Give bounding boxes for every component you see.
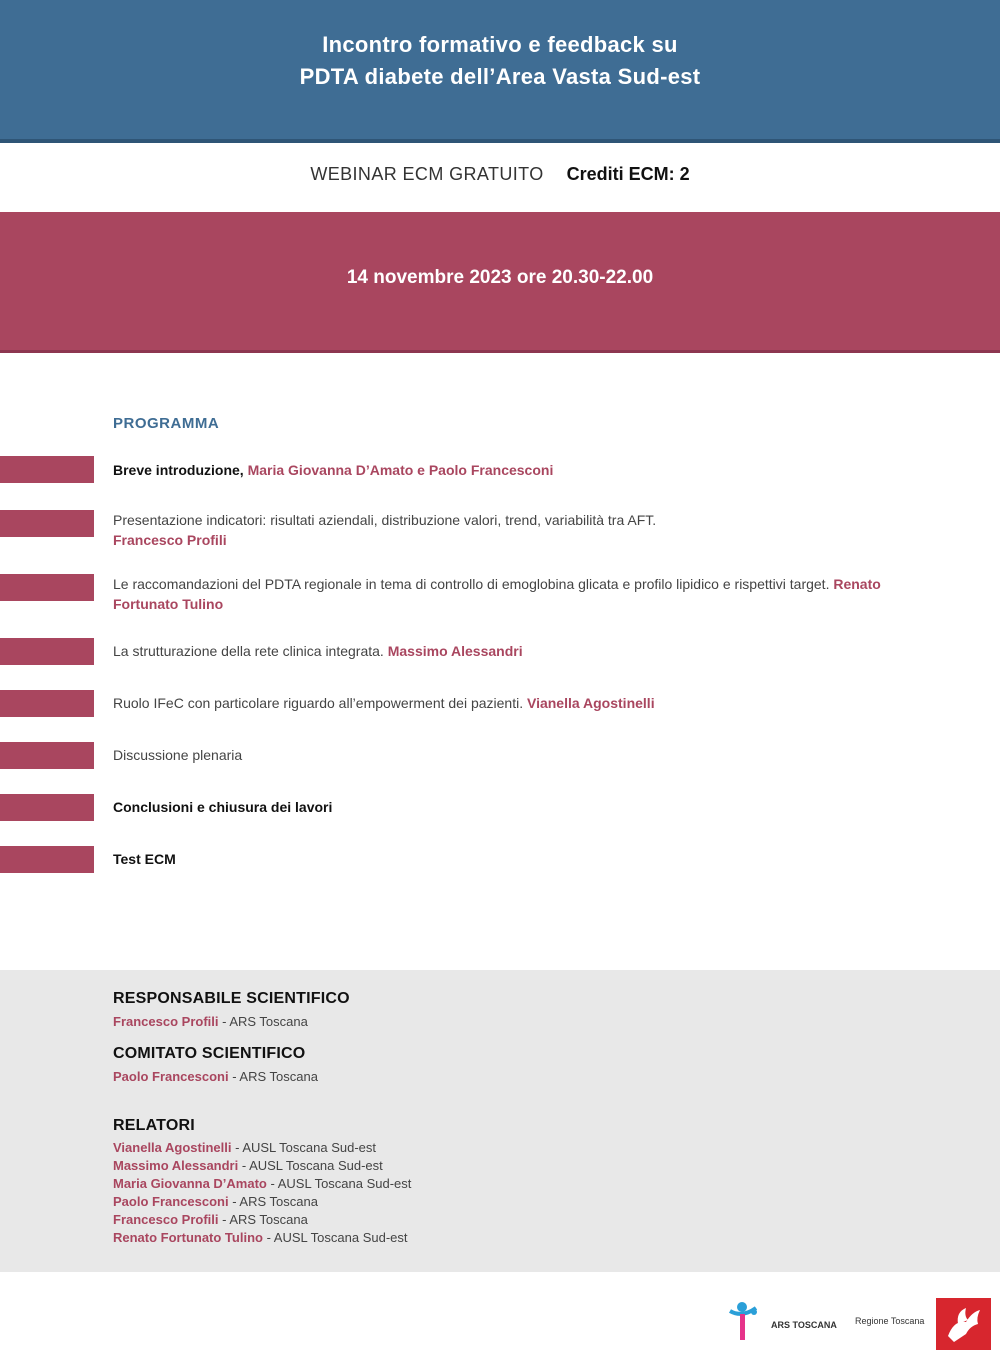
person-name: Paolo Francesconi [113, 1194, 229, 1209]
item-marker [0, 690, 94, 717]
comitato-person [113, 1068, 318, 1086]
item-marker [0, 510, 94, 537]
responsabile-person [113, 1013, 308, 1031]
regione-logo-text: Regione Toscana [855, 1316, 925, 1326]
programma-title: PROGRAMMA [113, 415, 220, 432]
person-name: Vianella Agostinelli [113, 1140, 232, 1155]
relatore [113, 1175, 411, 1193]
event-date: 14 novembre 2023 ore 20.30-22.00 [346, 267, 654, 288]
item-marker [0, 742, 94, 769]
item-text: Presentazione indicatori: risultati aziendali, distribuzione valori, trend, variabilità tra AFT. [113, 512, 657, 528]
person-org: - ARS Toscana [218, 1212, 308, 1227]
item-text: Test ECM [113, 851, 176, 867]
person-name: Massimo Alessandri [113, 1158, 239, 1173]
regione-toscana-pegasus-icon [936, 1298, 991, 1350]
item-text: Discussione plenaria [113, 747, 243, 763]
person-name: Renato Fortunato Tulino [113, 1230, 263, 1245]
relatore [113, 1229, 408, 1247]
webinar-info [0, 164, 1000, 185]
event-title-line2: PDTA diabete dell’Area Vasta Sud-est [299, 64, 701, 89]
item-speaker: Renato Fortunato Tulino [113, 576, 881, 612]
date-band [0, 212, 1000, 353]
person-org: - AUSL Toscana Sud-est [266, 1176, 412, 1191]
item-marker [0, 456, 94, 483]
item-speaker: Massimo Alessandri [387, 643, 523, 659]
person-name: Paolo Francesconi [113, 1069, 229, 1084]
item-text: Le raccomandazioni del PDTA regionale in tema di controllo di emoglobina glicata e profilo lipidico e rispettivi target. [113, 576, 834, 592]
responsabile-title: RESPONSABILE SCIENTIFICO [113, 990, 350, 1007]
relatore [113, 1139, 376, 1157]
item-marker [0, 846, 94, 873]
event-title-line1: Incontro formativo e feedback su [322, 32, 678, 57]
person-org: - ARS Toscana [228, 1194, 318, 1209]
person-name: Francesco Profili [113, 1212, 219, 1227]
person-name: Francesco Profili [113, 1014, 219, 1029]
ars-logo-text: ARS TOSCANA [771, 1320, 837, 1330]
item-text: La strutturazione della rete clinica integrata. [113, 643, 388, 659]
relatore [113, 1157, 383, 1175]
person-name: Maria Giovanna D’Amato [113, 1176, 267, 1191]
item-marker [0, 638, 94, 665]
person-org: - ARS Toscana [228, 1069, 318, 1084]
person-org: - AUSL Toscana Sud-est [231, 1140, 377, 1155]
person-org: - ARS Toscana [218, 1014, 308, 1029]
ecm-credits: Crediti ECM: 2 [566, 164, 690, 184]
item-text: Conclusioni e chiusura dei lavori [113, 799, 333, 815]
item-speaker: Francesco Profili [113, 532, 227, 548]
item-speaker: Vianella Agostinelli [526, 695, 655, 711]
relatore [113, 1211, 308, 1229]
event-header [0, 0, 1000, 143]
item-text: Ruolo IFeC con particolare riguardo all’empowerment dei pazienti. [113, 695, 527, 711]
item-speaker: Maria Giovanna D’Amato e Paolo Francesconi [247, 462, 554, 478]
item-text: Breve introduzione, [113, 462, 248, 478]
item-marker [0, 794, 94, 821]
relatore [113, 1193, 318, 1211]
logos-row [0, 1290, 1000, 1357]
person-org: - AUSL Toscana Sud-est [262, 1230, 408, 1245]
relatori-title: RELATORI [113, 1117, 195, 1134]
comitato-title: COMITATO SCIENTIFICO [113, 1045, 306, 1062]
person-org: - AUSL Toscana Sud-est [238, 1158, 383, 1173]
webinar-label: WEBINAR ECM GRATUITO [310, 164, 544, 184]
item-marker [0, 574, 94, 601]
